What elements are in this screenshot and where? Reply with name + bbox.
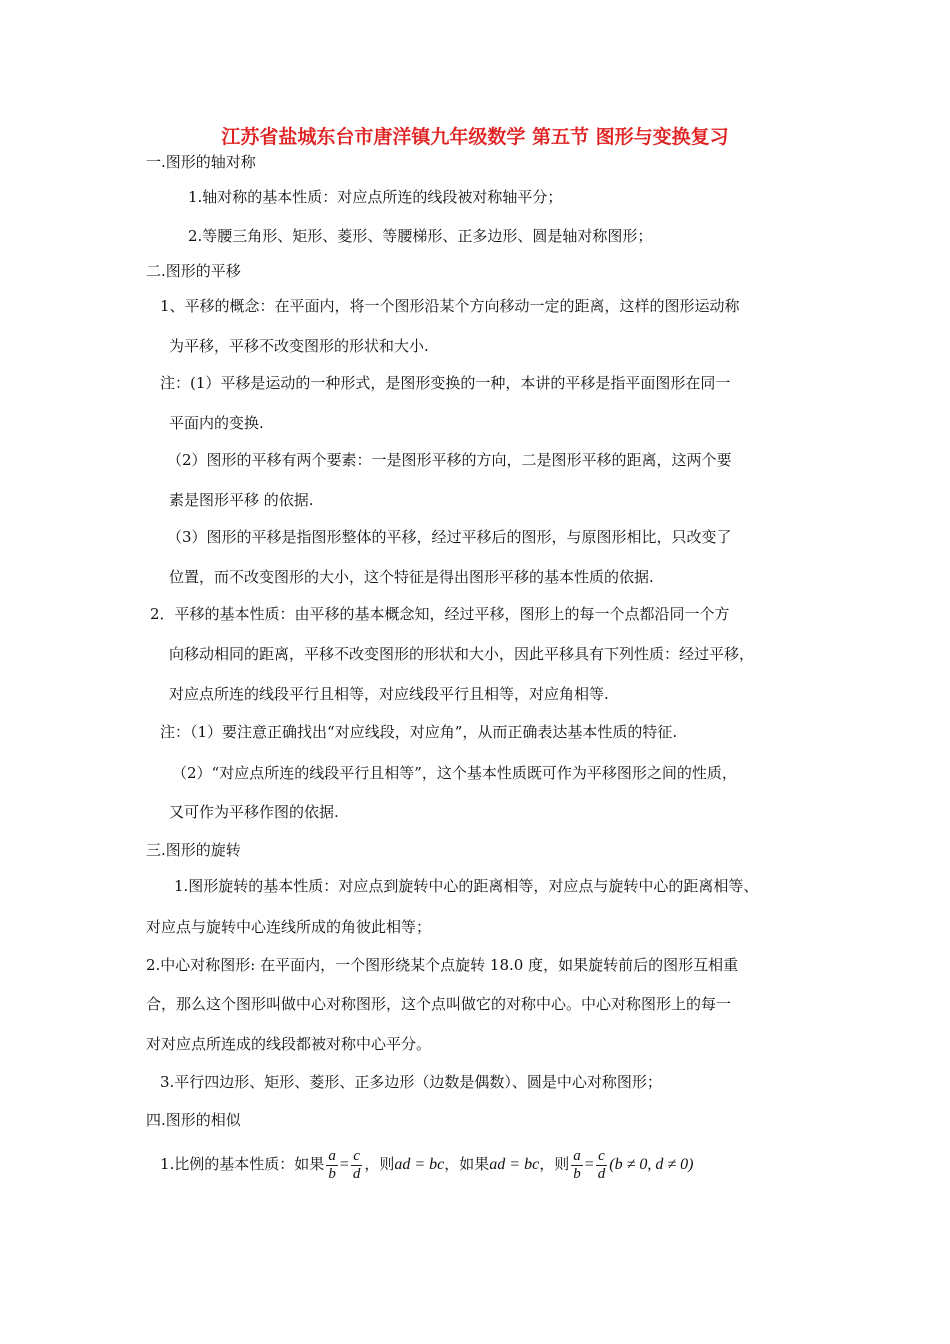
text-line: 合，那么这个图形叫做中心对称图形，这个点叫做它的对称中心。中心对称图形上的每一 bbox=[146, 995, 732, 1013]
text-line: 2．平移的基本性质：由平移的基本概念知，经过平移，图形上的每一个点都沿同一个方 bbox=[150, 605, 730, 623]
text-line: （2）图形的平移有两个要素：一是图形平移的方向，二是图形平移的距离，这两个要 bbox=[167, 451, 732, 469]
text-line: 对应点所连的线段平行且相等，对应线段平行且相等，对应角相等. bbox=[169, 685, 609, 703]
equation-ad-bc-1: ad = bc bbox=[394, 1156, 445, 1173]
numerator-a-2: a bbox=[573, 1147, 581, 1164]
text-line: 3.平行四边形、矩形、菱形、正多边形（边数是偶数）、圆是中心对称图形； bbox=[160, 1073, 662, 1091]
text-line: 2.中心对称图形: 在平面内，一个图形绕某个点旋转 18.0 度，如果旋转前后的图形互相重 bbox=[146, 956, 739, 974]
text-line: 为平移，平移不改变图形的形状和大小. bbox=[169, 337, 429, 355]
numerator-a: a bbox=[328, 1147, 336, 1164]
numerator-c-2: c bbox=[596, 1148, 608, 1166]
formula-then-2: ，则 bbox=[539, 1155, 570, 1173]
text-line: 1.轴对称的基本性质：对应点所连的线段被对称轴平分； bbox=[188, 188, 563, 206]
section-heading-similarity: 四.图形的相似 bbox=[146, 1111, 241, 1129]
fraction-c-over-d bbox=[351, 1148, 363, 1183]
document-title: 江苏省盐城东台市唐洋镇九年级数学 第五节 图形与变换复习 bbox=[221, 126, 729, 148]
proportion-property-line bbox=[160, 1146, 693, 1183]
fraction-a-over-b bbox=[326, 1148, 338, 1183]
text-line: 2.等腰三角形、矩形、菱形、等腰梯形、正多边形、圆是轴对称图形； bbox=[188, 227, 653, 245]
equals-sign-2: = bbox=[584, 1156, 594, 1173]
section-heading-translation: 二.图形的平移 bbox=[146, 262, 241, 280]
denominator-d-2: d bbox=[597, 1165, 606, 1182]
note-line: 注：(1）平移是运动的一种形式，是图形变换的一种，本讲的平移是指平面图形在同一 bbox=[160, 374, 731, 392]
text-line: （3）图形的平移是指图形整体的平移，经过平移后的图形，与原图形相比，只改变了 bbox=[167, 528, 732, 546]
section-heading-axial-symmetry: 一.图形的轴对称 bbox=[146, 153, 256, 171]
text-line: 1、平移的概念：在平面内，将一个图形沿某个方向移动一定的距离，这样的图形运动称 bbox=[160, 297, 740, 315]
equation-ad-bc-2: ad = bc bbox=[489, 1156, 540, 1173]
text-line: 向移动相同的距离，平移不改变图形的形状和大小，因此平移具有下列性质：经过平移， bbox=[169, 645, 755, 663]
text-line: 对对应点所连成的线段都被对称中心平分。 bbox=[146, 1035, 432, 1053]
numerator-c: c bbox=[351, 1148, 363, 1166]
formula-if-2: ，如果 bbox=[444, 1155, 490, 1173]
fraction-a-over-b-2 bbox=[571, 1148, 583, 1183]
note-line: 注：（1）要注意正确找出“对应线段，对应角”，从而正确表达基本性质的特征. bbox=[160, 723, 678, 741]
text-line: 1.图形旋转的基本性质：对应点到旋转中心的距离相等，对应点与旋转中心的距离相等、 bbox=[174, 877, 759, 895]
text-line: 素是图形平移 的依据. bbox=[169, 491, 314, 509]
text-line: （2）“对应点所连的线段平行且相等”，这个基本性质既可作为平移图形之间的性质， bbox=[172, 764, 737, 782]
denominator-b-2: b bbox=[573, 1165, 581, 1182]
text-line: 对应点与旋转中心连线所成的角彼此相等； bbox=[146, 918, 432, 936]
text-line: 平面内的变换. bbox=[169, 414, 264, 432]
condition-nonzero: (b ≠ 0, d ≠ 0) bbox=[609, 1156, 694, 1173]
section-heading-rotation: 三.图形的旋转 bbox=[146, 841, 241, 859]
text-line: 又可作为平移作图的依据. bbox=[169, 803, 339, 821]
text-line: 位置，而不改变图形的大小，这个特征是得出图形平移的基本性质的依据. bbox=[169, 568, 654, 586]
equals-sign: = bbox=[339, 1156, 349, 1173]
fraction-c-over-d-2 bbox=[596, 1148, 608, 1183]
formula-then-1: ，则 bbox=[364, 1155, 395, 1173]
denominator-b: b bbox=[328, 1165, 336, 1182]
denominator-d: d bbox=[352, 1165, 361, 1182]
formula-prefix: 1.比例的基本性质：如果 bbox=[160, 1155, 325, 1173]
